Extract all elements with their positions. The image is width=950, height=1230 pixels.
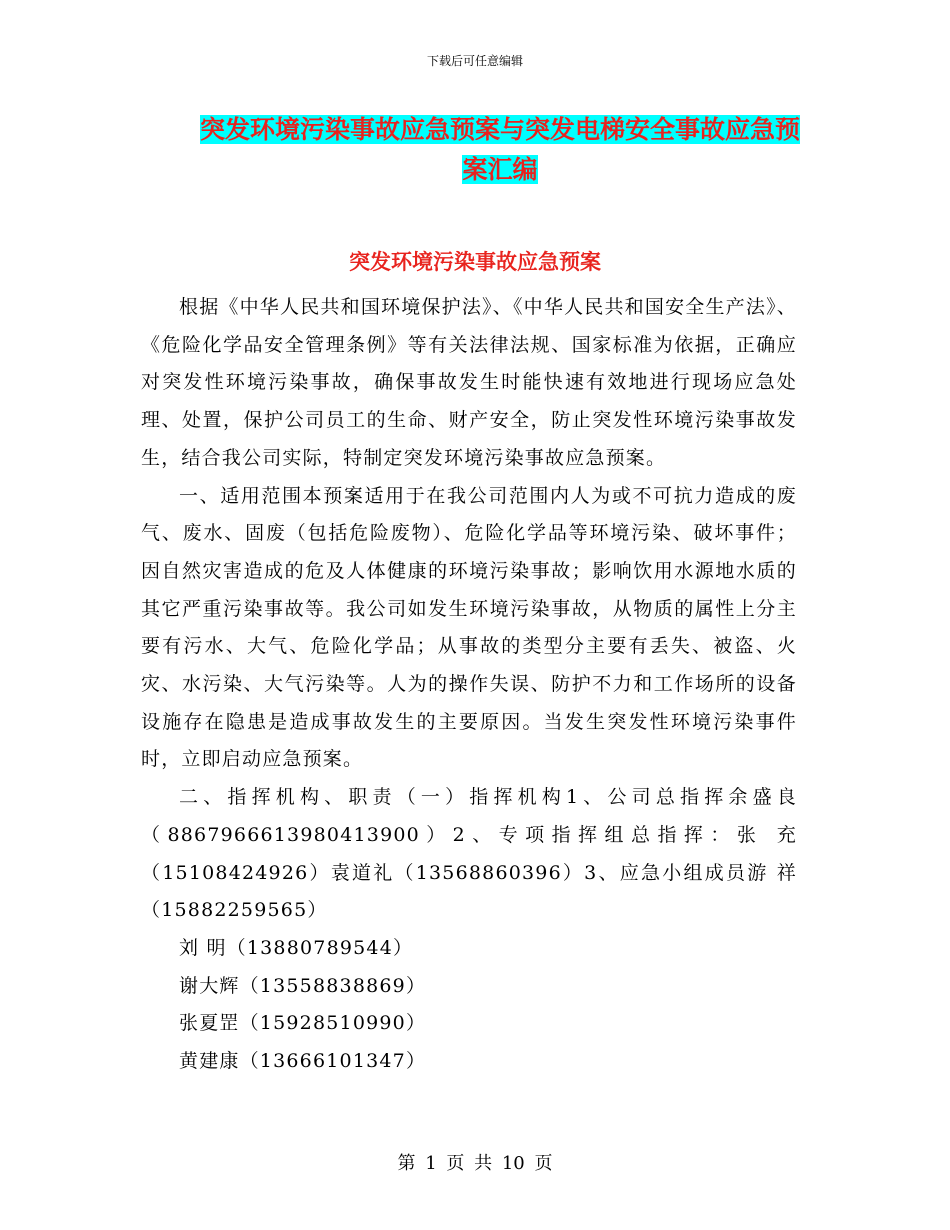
- paragraph-scope: 一、适用范围本预案适用于在我公司范围内人为或不可抗力造成的废气、废水、固废（包括危险废物）、危险化学品等环境污染、破坏事件；因自然灾害造成的危及人体健康的环境污染事故；影响饮用水源地水质的其它严重污染事故等。我公司如发生环境污染事故，从物质的属性上分主要有污水、大气、危险化学品；从事故的类型分主要有丢失、被盗、火灾、水污染、大气污染等。人为的操作失误、防护不力和工作场所的设备设施存在隐患是造成事故发生的主要原因。当发生突发性环境污染事件时，立即启动应急预案。: [141, 484, 797, 771]
- document-body: [141, 289, 797, 1081]
- contact-line: 张夏罡（15928510990）: [179, 1012, 427, 1035]
- document-title: [190, 110, 810, 190]
- section-title: 突发环境污染事故应急预案: [349, 249, 601, 274]
- paragraph-intro: 根据《中华人民共和国环境保护法》、《中华人民共和国安全生产法》、《危险化学品安全管理条例》等有关法律法规、国家标准为依据，正确应对突发性环境污染事故，确保事故发生时能快速有效地进行现场应急处理、处置，保护公司员工的生命、财产安全，防止突发性环境污染事故发生，结合我公司实际，特制定突发环境污染事故应急预案。: [141, 296, 797, 469]
- page-header: 下载后可任意编辑: [426, 54, 523, 68]
- paragraph-command-structure: 二、指挥机构、职责（一）指挥机构1、公司总指挥余盛良（8867966613980413900）2、专项指挥组总指挥：张 充（15108424926）袁道礼（13568860396）3、应急小组成员游 祥（15882259565）: [141, 786, 797, 922]
- contact-line: 刘 明（13880789544）: [179, 936, 414, 959]
- page-footer: 第 1 页 共 10 页: [397, 1153, 553, 1174]
- contact-line: 谢大辉（13558838869）: [179, 974, 427, 997]
- contact-line: 黄建康（13666101347）: [179, 1050, 427, 1073]
- document-title-text: 突发环境污染事故应急预案与突发电梯安全事故应急预案汇编: [199, 115, 800, 184]
